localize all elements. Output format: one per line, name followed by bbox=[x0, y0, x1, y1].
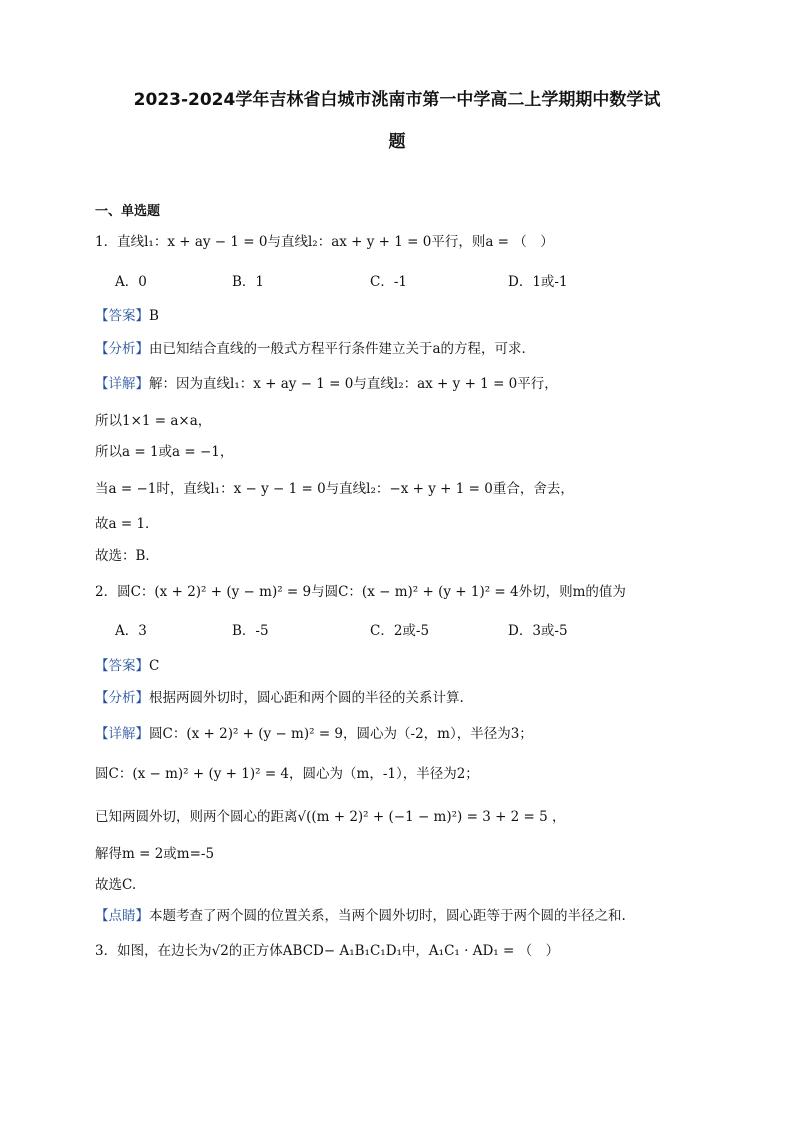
q2-option-c: C．2或-5 bbox=[370, 623, 430, 639]
detail-line: 解得m = 2或m=-5 bbox=[95, 846, 215, 862]
section-heading: 一、单选题 bbox=[95, 204, 161, 219]
q1-option-c: C．-1 bbox=[370, 274, 407, 290]
detail-tag: 【详解】 bbox=[95, 726, 149, 742]
answer-tag: 【答案】 bbox=[95, 658, 149, 674]
q1-option-a: A．0 bbox=[115, 274, 147, 290]
analysis-text: 根据两圆外切时，圆心距和两个圆的半径的关系计算. bbox=[149, 690, 464, 706]
document-title-line2: 题 bbox=[388, 132, 406, 152]
document-title-line1: 2023-2024学年吉林省白城市洮南市第一中学高二上学期期中数学试 bbox=[133, 90, 661, 110]
detail-line: 解：因为直线l₁：x + ay − 1 = 0与直线l₂：ax + y + 1 = 0平行， bbox=[149, 376, 558, 392]
q3-stem: 3．如图，在边长为√2的正方体ABCD− A₁B₁C₁D₁中，A₁C₁ · AD₁ = （ ） bbox=[95, 943, 560, 959]
q2-analysis-row bbox=[95, 689, 464, 707]
detail-line: 故a = 1． bbox=[95, 516, 159, 532]
detail-line: 故选C. bbox=[95, 877, 137, 893]
detail-line: 圆C：(x − m)² + (y + 1)² = 4，圆心为（m，-1），半径为2； bbox=[95, 766, 479, 782]
detail-line: 所以1×1 = a×a， bbox=[95, 413, 212, 429]
detail-line: 圆C：(x + 2)² + (y − m)² = 9，圆心为（-2，m），半径为3； bbox=[149, 726, 533, 742]
detail-tag: 【详解】 bbox=[95, 376, 149, 392]
q2-detail-row bbox=[95, 725, 533, 743]
q2-option-d: D．3或-5 bbox=[508, 623, 568, 639]
q2-option-b: B．-5 bbox=[232, 623, 269, 639]
q2-answer-row bbox=[95, 657, 159, 675]
comment-text: 本题考查了两个圆的位置关系，当两个圆外切时，圆心距等于两个圆的半径之和. bbox=[149, 908, 626, 924]
detail-line: 已知两圆外切，则两个圆心的距离√((m + 2)² + (−1 − m)²) = 3 + 2 = 5 ， bbox=[95, 809, 566, 825]
answer-tag: 【答案】 bbox=[95, 308, 149, 324]
detail-line: 当a = −1时，直线l₁：x − y − 1 = 0与直线l₂：−x + y + 1 = 0重合，舍去， bbox=[95, 481, 574, 497]
q2-stem: 2．圆C：(x + 2)² + (y − m)² = 9与圆C：(x − m)² + (y + 1)² = 4外切，则m的值为 bbox=[95, 584, 626, 600]
q1-stem: 1．直线l₁：x + ay − 1 = 0与直线l₂：ax + y + 1 = 0平行，则a = （ ） bbox=[95, 234, 554, 250]
analysis-tag: 【分析】 bbox=[95, 341, 149, 357]
q1-answer-row bbox=[95, 307, 159, 325]
q1-detail-row bbox=[95, 375, 558, 393]
q1-analysis-row bbox=[95, 340, 535, 358]
answer-value: C bbox=[149, 658, 160, 674]
analysis-tag: 【分析】 bbox=[95, 690, 149, 706]
q1-option-b: B．1 bbox=[232, 274, 265, 290]
analysis-text: 由已知结合直线的一般式方程平行条件建立关于a的方程，可求． bbox=[149, 341, 536, 357]
q1-option-d: D．1或-1 bbox=[508, 274, 568, 290]
q2-comment-row bbox=[95, 907, 626, 925]
q2-option-a: A．3 bbox=[115, 623, 147, 639]
answer-value: B bbox=[149, 308, 159, 324]
detail-line: 所以a = 1或a = −1， bbox=[95, 444, 234, 460]
detail-line: 故选：B． bbox=[95, 548, 159, 564]
comment-tag: 【点睛】 bbox=[95, 908, 149, 924]
